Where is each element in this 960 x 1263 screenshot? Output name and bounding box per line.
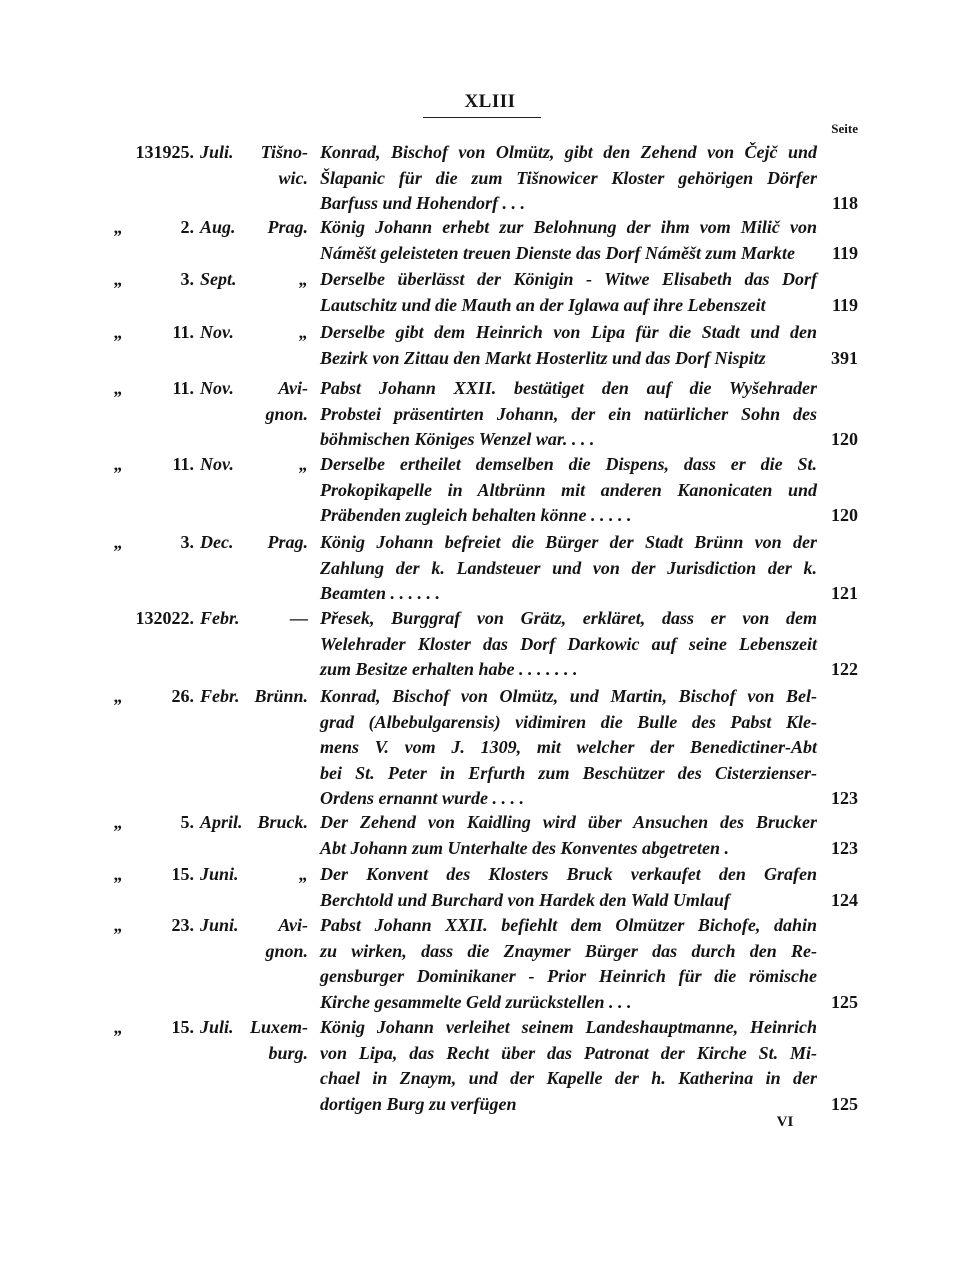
entry-year: „ <box>114 915 123 935</box>
entry-text-line: Přesek, Burggraf von Grätz, erkläret, dass er von dem <box>320 608 817 628</box>
entry-month: Juni. <box>200 864 239 884</box>
entry-place-line: Bruck. <box>257 812 308 832</box>
entry-text <box>320 215 817 266</box>
entry-page-ref: 125 <box>831 1093 858 1114</box>
page-column-label: Seite <box>831 121 858 136</box>
entry-page-ref: 124 <box>831 889 858 910</box>
entry-text <box>320 267 817 318</box>
entry-year: „ <box>114 378 123 398</box>
entry-text-line: König Johann befreiet die Bürger der Stadt Brünn von der <box>320 532 817 552</box>
entry-page-ref: 119 <box>831 294 858 315</box>
entry-day: 2. <box>180 217 194 237</box>
entry-text <box>320 606 817 683</box>
entry-text-line: Náměšt geleisteten treuen Dienste das Dorf Náměšt zum Markte <box>320 242 795 263</box>
entry-text-line: König Johann erhebt zur Belohnung der ihm vom Milič von <box>320 217 817 237</box>
entry-place <box>248 606 308 632</box>
entry-year: „ <box>114 864 123 884</box>
entry-page-ref: 123 <box>831 837 858 858</box>
entry-place-line: Brünn. <box>254 686 308 706</box>
entry-day: 11. <box>172 322 194 342</box>
entry-day: 22. <box>171 608 194 628</box>
entry-year: 1319. <box>135 142 176 162</box>
entry-month: Nov. <box>200 378 234 398</box>
entry-year: „ <box>114 532 123 552</box>
entry-day: 15. <box>171 864 194 884</box>
entry-year: „ <box>114 454 123 474</box>
entry-day: 15. <box>171 1017 194 1037</box>
entry-day: 5. <box>180 812 194 832</box>
entry-month: Sept. <box>200 269 237 289</box>
entry-text <box>320 684 817 812</box>
entry-text-line: Šlapanic für die zum Tišnowicer Kloster gehörigen Dörfer <box>320 167 817 188</box>
entry-text-line: Abt Johann zum Unterhalte des Konventes abgetreten . <box>320 837 730 858</box>
entry-text-line: Derselbe überlässt der Königin - Witwe Elisabeth das Dorf <box>320 269 817 289</box>
entry-year: „ <box>114 1017 123 1037</box>
signature-mark: VI <box>776 1114 794 1130</box>
entry-text <box>320 1015 817 1117</box>
entry-text-line: Der Konvent des Klosters Bruck verkaufet den Grafen <box>320 864 817 884</box>
entry-text-line: chael in Znaym, und der Kapelle der h. Katherina in der <box>320 1068 817 1088</box>
header-rule <box>423 117 541 118</box>
entry-place <box>248 320 308 346</box>
entry-text-line: Derselbe gibt dem Heinrich von Lipa für die Stadt und den <box>320 322 817 342</box>
entry-text-line: Konrad, Bischof von Olmütz, gibt den Zehend von Čejč und <box>320 142 817 162</box>
entry-place <box>248 530 308 556</box>
entry-place <box>248 140 308 191</box>
entry-page-ref: 391 <box>831 347 858 368</box>
entry-text-line: Berchtold und Burchard von Hardek den Wald Umlauf <box>320 889 730 910</box>
entry-text <box>320 140 817 217</box>
entry-text-line: mens V. vom J. 1309, mit welcher der Benedictiner-Abt <box>320 737 817 757</box>
entry-place <box>248 267 308 293</box>
entry-page-ref: 120 <box>831 429 858 449</box>
entry-text-line: Probstei präsentirten Johann, der ein natürlicher Sohn des <box>320 403 817 424</box>
page-number: XLIII <box>464 91 516 112</box>
entry-text <box>320 530 817 607</box>
entry-place-line: Avi- <box>278 378 308 398</box>
entry-month: April. <box>200 812 243 832</box>
entry-page-ref: 120 <box>831 505 858 525</box>
entry-year: „ <box>114 322 123 342</box>
entry-text-line: Barfuss und Hohendorf . . . <box>320 193 526 213</box>
entry-text-line: Prokopikapelle in Altbrünn mit anderen Kanonicaten und <box>320 479 817 500</box>
entry-day: 3. <box>180 269 194 289</box>
entry-year: „ <box>114 217 123 237</box>
entry-year: 1320. <box>135 608 176 628</box>
entry-place-line: — <box>290 608 308 628</box>
entry-place-line: wic. <box>278 167 308 188</box>
entry-text <box>320 913 817 1015</box>
entry-month: Febr. <box>200 608 240 628</box>
entry-day: 25. <box>171 142 194 162</box>
entry-day: 23. <box>171 915 194 935</box>
entry-month: Nov. <box>200 454 234 474</box>
entry-text-line: Konrad, Bischof von Olmütz, und Martin, Bischof von Bel- <box>320 686 817 706</box>
entry-year: „ <box>114 686 123 706</box>
entry-place-line: Avi- <box>278 915 308 935</box>
entry-text-line: Welehrader Kloster das Dorf Darkowic auf seine Lebenszeit <box>320 633 817 654</box>
entry-place <box>248 1015 308 1066</box>
entry-place-line: „ <box>299 322 308 342</box>
entry-text <box>320 810 817 861</box>
entry-place-line: gnon. <box>265 403 308 424</box>
entry-place <box>248 913 308 964</box>
entry-text-line: Derselbe ertheilet demselben die Dispens, dass er die St. <box>320 454 817 474</box>
entry-text-line: Zahlung der k. Landsteuer und von der Jurisdiction der k. <box>320 557 817 578</box>
entry-day: 11. <box>172 454 194 474</box>
entry-text <box>320 376 817 453</box>
entry-month: Dec. <box>200 532 234 552</box>
entry-place <box>248 215 308 241</box>
entry-text-line: Beamten . . . . . . <box>320 583 440 603</box>
entry-text-line: böhmischen Königes Wenzel war. . . . <box>320 429 595 449</box>
entry-text-line: Ordens ernannt wurde . . . . <box>320 788 525 808</box>
entry-text-line: Pabst Johann XXII. bestätiget den auf die Wyšehrader <box>320 378 817 398</box>
entry-place-line: Luxem- <box>250 1017 308 1037</box>
entry-place-line: gnon. <box>265 940 308 961</box>
entry-place-line: „ <box>299 454 308 474</box>
entry-text-line: zum Besitze erhalten habe . . . . . . . <box>320 659 578 679</box>
entry-month: Nov. <box>200 322 234 342</box>
entry-text-line: Lautschitz und die Mauth an der Iglawa auf ihre Lebenszeit <box>320 294 766 315</box>
entry-place <box>248 452 308 478</box>
entry-year: „ <box>114 812 123 832</box>
entry-place-line: Prag. <box>267 217 308 237</box>
entry-month: Febr. <box>200 686 240 706</box>
entry-place <box>248 684 308 710</box>
entry-text-line: Kirche gesammelte Geld zurückstellen . . . <box>320 991 632 1012</box>
entry-day: 11. <box>172 378 194 398</box>
entry-text <box>320 862 817 913</box>
entry-place-line: „ <box>299 864 308 884</box>
entry-text-line: Präbenden zugleich behalten könne . . . . . <box>320 505 632 525</box>
entry-month: Juni. <box>200 915 239 935</box>
entry-place <box>248 862 308 888</box>
entry-text <box>320 320 817 371</box>
entry-place-line: Tišno- <box>260 142 308 162</box>
entry-text-line: gensburger Dominikaner - Prior Heinrich für die römische <box>320 966 817 986</box>
entry-place-line: Prag. <box>267 532 308 552</box>
entry-page-ref: 122 <box>831 659 858 679</box>
entry-day: 3. <box>180 532 194 552</box>
entry-day: 26. <box>171 686 194 706</box>
entry-month: Aug. <box>200 217 236 237</box>
entry-place <box>248 810 308 836</box>
entry-month: Juli. <box>200 1017 234 1037</box>
entry-month: Juli. <box>200 142 234 162</box>
entry-page-ref: 121 <box>831 583 858 603</box>
entry-year: „ <box>114 269 123 289</box>
entry-page-ref: 123 <box>831 788 858 808</box>
entry-text-line: Der Zehend von Kaidling wird über Ansuchen des Brucker <box>320 812 817 832</box>
entry-text-line: König Johann verleihet seinem Landeshauptmanne, Heinrich <box>320 1017 817 1037</box>
entry-text-line: dortigen Burg zu verfügen <box>320 1093 517 1114</box>
entry-text-line: grad (Albebulgarensis) vidimiren die Bulle des Pabst Kle- <box>320 711 817 732</box>
entry-text-line: zu wirken, dass die Znaymer Bürger das durch den Re- <box>320 940 817 961</box>
entry-place <box>248 376 308 427</box>
entry-page-ref: 119 <box>831 242 858 263</box>
entry-page-ref: 125 <box>831 991 858 1012</box>
entry-text-line: Pabst Johann XXII. befiehlt dem Olmützer Bichofe, dahin <box>320 915 817 935</box>
entry-text-line: Bezirk von Zittau den Markt Hosterlitz und das Dorf Nispitz <box>320 347 766 368</box>
entry-page-ref: 118 <box>831 193 858 213</box>
entry-text-line: von Lipa, das Recht über das Patronat der Kirche St. Mi- <box>320 1042 817 1063</box>
entry-text-line: bei St. Peter in Erfurth zum Beschützer des Cisterzienser- <box>320 762 817 783</box>
entry-place-line: burg. <box>268 1042 308 1063</box>
entry-place-line: „ <box>299 269 308 289</box>
entry-text <box>320 452 817 529</box>
